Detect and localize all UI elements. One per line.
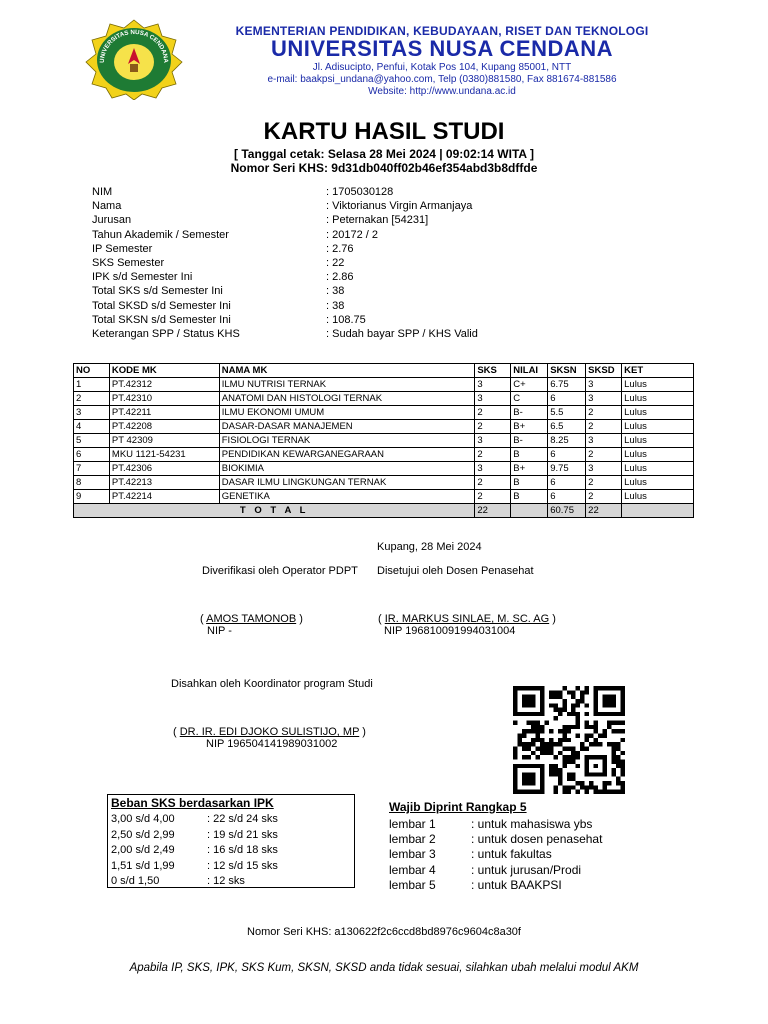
course-name: PENDIDIKAN KEWARGANEGARAAN [219, 448, 475, 462]
table-row [74, 420, 694, 434]
qr-finder-center [603, 695, 616, 708]
course-code: PT.42208 [109, 420, 219, 434]
row-number: 7 [74, 462, 110, 476]
sks-allowance: : 16 s/d 18 sks [207, 844, 278, 856]
total-sksd: 22 [586, 504, 622, 518]
copy-purpose: : untuk dosen penasehat [471, 832, 603, 847]
place-date: Kupang, 28 Mei 2024 [377, 541, 482, 553]
course-name: DASAR ILMU LINGKUNGAN TERNAK [219, 476, 475, 490]
copy-name: lembar 4 [389, 862, 436, 877]
column-header: NO [74, 364, 110, 378]
sks-load-row [111, 812, 351, 828]
course-status: Lulus [622, 378, 694, 392]
course-code: PT.42213 [109, 476, 219, 490]
table-header-row [74, 364, 694, 378]
total-row [74, 504, 694, 518]
paren-open: ( [173, 726, 180, 738]
course-code: PT 42309 [109, 434, 219, 448]
course-sksn: 6.5 [548, 420, 586, 434]
info-label: Jurusan [92, 214, 132, 227]
info-label: Nama [92, 200, 122, 213]
table-row [74, 392, 694, 406]
row-number: 6 [74, 448, 110, 462]
logo-text: UNIVERSITAS NUSA CENDANA [98, 28, 170, 64]
info-value: : 22 [326, 256, 345, 269]
info-row [92, 242, 692, 256]
course-sksd: 3 [586, 462, 622, 476]
info-row [92, 284, 692, 298]
column-header: SKS [475, 364, 511, 378]
column-header: KODE MK [109, 364, 219, 378]
serial-number-bottom: Nomor Seri KHS: a130622f2c6ccd8bd8976c9604c8a30f [247, 926, 521, 938]
university-address: Jl. Adisucipto, Penfui, Kotak Pos 104, Kupang 85001, NTT [312, 62, 572, 73]
course-status: Lulus [622, 406, 694, 420]
course-code: PT.42306 [109, 462, 219, 476]
info-row [92, 313, 692, 327]
print-copies-title: Wajib Diprint Rangkap 5 [389, 800, 527, 814]
column-header: SKSD [586, 364, 622, 378]
course-grade: C [511, 392, 548, 406]
course-grade: B- [511, 434, 548, 448]
print-copies [389, 800, 689, 893]
advisor-nip: NIP 196810091994031004 [384, 625, 516, 637]
info-label: Total SKS s/d Semester Ini [92, 285, 223, 298]
course-sksd: 3 [586, 378, 622, 392]
course-grade: B+ [511, 462, 548, 476]
approved-by-label: Disetujui oleh Dosen Penasehat [377, 565, 534, 577]
course-sks: 3 [475, 392, 511, 406]
ipk-range: 2,50 s/d 2,99 [111, 828, 175, 841]
course-sksn: 6.75 [548, 378, 586, 392]
sks-allowance: : 12 sks [207, 875, 245, 887]
course-sksd: 3 [586, 392, 622, 406]
column-header: KET [622, 364, 694, 378]
course-code: PT.42214 [109, 490, 219, 504]
total-ket [622, 504, 694, 518]
course-grade: C+ [511, 378, 548, 392]
course-sksd: 3 [586, 434, 622, 448]
copy-row [389, 847, 689, 862]
grades-table [73, 363, 694, 518]
sks-load-row [111, 843, 351, 859]
course-sks: 2 [475, 476, 511, 490]
university-logo [84, 18, 184, 100]
course-sksd: 2 [586, 420, 622, 434]
table-row [74, 378, 694, 392]
info-value: : 1705030128 [326, 186, 394, 198]
paren-close: ) [549, 613, 556, 625]
course-sks: 2 [475, 406, 511, 420]
qr-code [513, 686, 625, 794]
qr-finder-center [522, 772, 535, 785]
copy-row [389, 878, 689, 893]
info-value: : Peternakan [54231] [326, 214, 429, 227]
copy-name: lembar 5 [389, 877, 436, 892]
course-sks: 2 [475, 420, 511, 434]
copy-row [389, 832, 689, 847]
info-value: : 108.75 [326, 313, 366, 326]
serial-number: Nomor Seri KHS: 9d31db040ff02b46ef354abd3b8dffde [230, 161, 538, 175]
coordinator-name: DR. IR. EDI DJOKO SULISTIJO, MP [179, 726, 360, 738]
sks-allowance: : 22 s/d 24 sks [207, 813, 278, 825]
course-status: Lulus [622, 490, 694, 504]
info-value: : Viktorianus Virgin Armanjaya [326, 200, 473, 213]
coordinator-nip: NIP 196504141989031002 [206, 738, 338, 750]
paren-close: ) [359, 726, 366, 738]
info-value: : 20172 / 2 [326, 228, 378, 241]
sks-load-title: Beban SKS berdasarkan IPK [111, 796, 274, 810]
paren-open: ( [200, 613, 207, 625]
course-sks: 3 [475, 378, 511, 392]
sks-load-box [107, 794, 355, 888]
info-row [92, 228, 692, 242]
sks-load-row [111, 828, 351, 844]
course-sks: 3 [475, 462, 511, 476]
info-label: NIM [92, 186, 113, 198]
sks-load-row [111, 859, 351, 875]
ministry-name: KEMENTERIAN PENDIDIKAN, KEBUDAYAAN, RISET DAN TEKNOLOGI [235, 24, 649, 38]
course-code: MKU 1121-54231 [109, 448, 219, 462]
copy-name: lembar 3 [389, 847, 436, 862]
course-sksn: 9.75 [548, 462, 586, 476]
info-label: Total SKSN s/d Semester Ini [92, 313, 231, 326]
info-label: Total SKSD s/d Semester Ini [92, 299, 231, 312]
course-name: BIOKIMIA [219, 462, 475, 476]
table-row [74, 406, 694, 420]
course-code: PT.42312 [109, 378, 219, 392]
copy-row [389, 817, 689, 832]
info-label: SKS Semester [92, 256, 165, 269]
course-sksd: 2 [586, 490, 622, 504]
info-label: Keterangan SPP / Status KHS [92, 327, 240, 340]
course-name: DASAR-DASAR MANAJEMEN [219, 420, 475, 434]
course-sksn: 5.5 [548, 406, 586, 420]
info-label: IPK s/d Semester Ini [92, 271, 193, 284]
ipk-range: 3,00 s/d 4,00 [111, 813, 175, 825]
university-website: Website: http://www.undana.ac.id [368, 86, 516, 97]
info-row [92, 256, 692, 270]
column-header: NILAI [511, 364, 548, 378]
course-sks: 3 [475, 434, 511, 448]
paren-open: ( [378, 613, 385, 625]
total-sks: 22 [475, 504, 511, 518]
sks-load-row [111, 874, 351, 890]
paren-close: ) [296, 613, 303, 625]
course-status: Lulus [622, 434, 694, 448]
info-label: IP Semester [92, 242, 153, 255]
sks-allowance: : 12 s/d 15 sks [207, 859, 278, 872]
info-row [92, 199, 692, 213]
course-sksn: 6 [548, 392, 586, 406]
operator-nip: NIP - [207, 625, 232, 637]
course-status: Lulus [622, 462, 694, 476]
info-value: : 2.86 [326, 271, 354, 284]
row-number: 4 [74, 420, 110, 434]
table-row [74, 476, 694, 490]
info-value: : Sudah bayar SPP / KHS Valid [326, 327, 478, 340]
print-date: [ Tanggal cetak: Selasa 28 Mei 2024 | 09:02:14 WITA ] [234, 147, 534, 161]
table-row [74, 434, 694, 448]
row-number: 2 [74, 392, 110, 406]
row-number: 1 [74, 378, 110, 392]
ratified-by-label: Disahkan oleh Koordinator program Studi [171, 678, 373, 690]
course-sksd: 2 [586, 476, 622, 490]
course-name: ANATOMI DAN HISTOLOGI TERNAK [219, 392, 475, 406]
info-row [92, 327, 692, 341]
total-nilai [511, 504, 548, 518]
info-row [92, 213, 692, 227]
total-sksn: 60.75 [548, 504, 586, 518]
course-sksd: 2 [586, 448, 622, 462]
course-grade: B [511, 476, 548, 490]
advisor-signature [378, 613, 556, 625]
course-grade: B [511, 490, 548, 504]
qr-finder-center [522, 695, 535, 708]
sks-allowance: : 19 s/d 21 sks [207, 828, 278, 841]
column-header: NAMA MK [219, 364, 475, 378]
course-status: Lulus [622, 476, 694, 490]
course-grade: B+ [511, 420, 548, 434]
column-header: SKSN [548, 364, 586, 378]
university-name: UNIVERSITAS NUSA CENDANA [270, 36, 614, 61]
ipk-range: 0 s/d 1,50 [111, 875, 160, 887]
ipk-range: 2,00 s/d 2,49 [111, 844, 175, 856]
course-sks: 2 [475, 448, 511, 462]
copy-purpose: : untuk fakultas [471, 847, 552, 862]
total-label: T O T A L [74, 504, 475, 518]
advisor-name: IR. MARKUS SINLAE, M. SC. AG [384, 613, 550, 625]
course-code: PT.42211 [109, 406, 219, 420]
info-row [92, 299, 692, 313]
info-value: : 38 [326, 285, 345, 298]
course-sksn: 6 [548, 490, 586, 504]
operator-signature [200, 613, 303, 625]
course-sksn: 8.25 [548, 434, 586, 448]
course-name: ILMU EKONOMI UMUM [219, 406, 475, 420]
footer-note: Apabila IP, SKS, IPK, SKS Kum, SKSN, SKSD anda tidak sesuai, silahkan ubah melalui modul AKM [129, 962, 639, 974]
info-label: Tahun Akademik / Semester [92, 228, 229, 241]
student-info [92, 185, 692, 341]
table-row [74, 490, 694, 504]
row-number: 9 [74, 490, 110, 504]
course-name: GENETIKA [219, 490, 475, 504]
row-number: 8 [74, 476, 110, 490]
course-status: Lulus [622, 420, 694, 434]
table-row [74, 448, 694, 462]
course-status: Lulus [622, 392, 694, 406]
row-number: 3 [74, 406, 110, 420]
course-name: ILMU NUTRISI TERNAK [219, 378, 475, 392]
info-row [92, 270, 692, 284]
copy-purpose: : untuk jurusan/Prodi [471, 862, 582, 877]
coordinator-signature [173, 726, 366, 738]
copy-purpose: : untuk BAAKPSI [471, 877, 562, 892]
info-value: : 2.76 [326, 242, 354, 255]
university-contact: e-mail: baakpsi_undana@yahoo.com, Telp (0380)881580, Fax 881674-881586 [267, 74, 617, 85]
document-title: KARTU HASIL STUDI [263, 118, 505, 145]
course-sksd: 2 [586, 406, 622, 420]
course-grade: B [511, 448, 548, 462]
course-name: FISIOLOGI TERNAK [219, 434, 475, 448]
course-sks: 2 [475, 490, 511, 504]
verified-by-label: Diverifikasi oleh Operator PDPT [202, 565, 358, 577]
course-status: Lulus [622, 448, 694, 462]
copy-name: lembar 2 [389, 832, 436, 847]
table-row [74, 462, 694, 476]
course-sksn: 6 [548, 448, 586, 462]
info-row [92, 185, 692, 199]
copy-purpose: : untuk mahasiswa ybs [471, 817, 593, 831]
row-number: 5 [74, 434, 110, 448]
ipk-range: 1,51 s/d 1,99 [111, 859, 175, 872]
operator-name: AMOS TAMONOB [206, 613, 297, 625]
course-grade: B- [511, 406, 548, 420]
course-code: PT.42310 [109, 392, 219, 406]
course-sksn: 6 [548, 476, 586, 490]
info-value: : 38 [326, 299, 345, 312]
copy-name: lembar 1 [389, 817, 436, 831]
copy-row [389, 863, 689, 878]
